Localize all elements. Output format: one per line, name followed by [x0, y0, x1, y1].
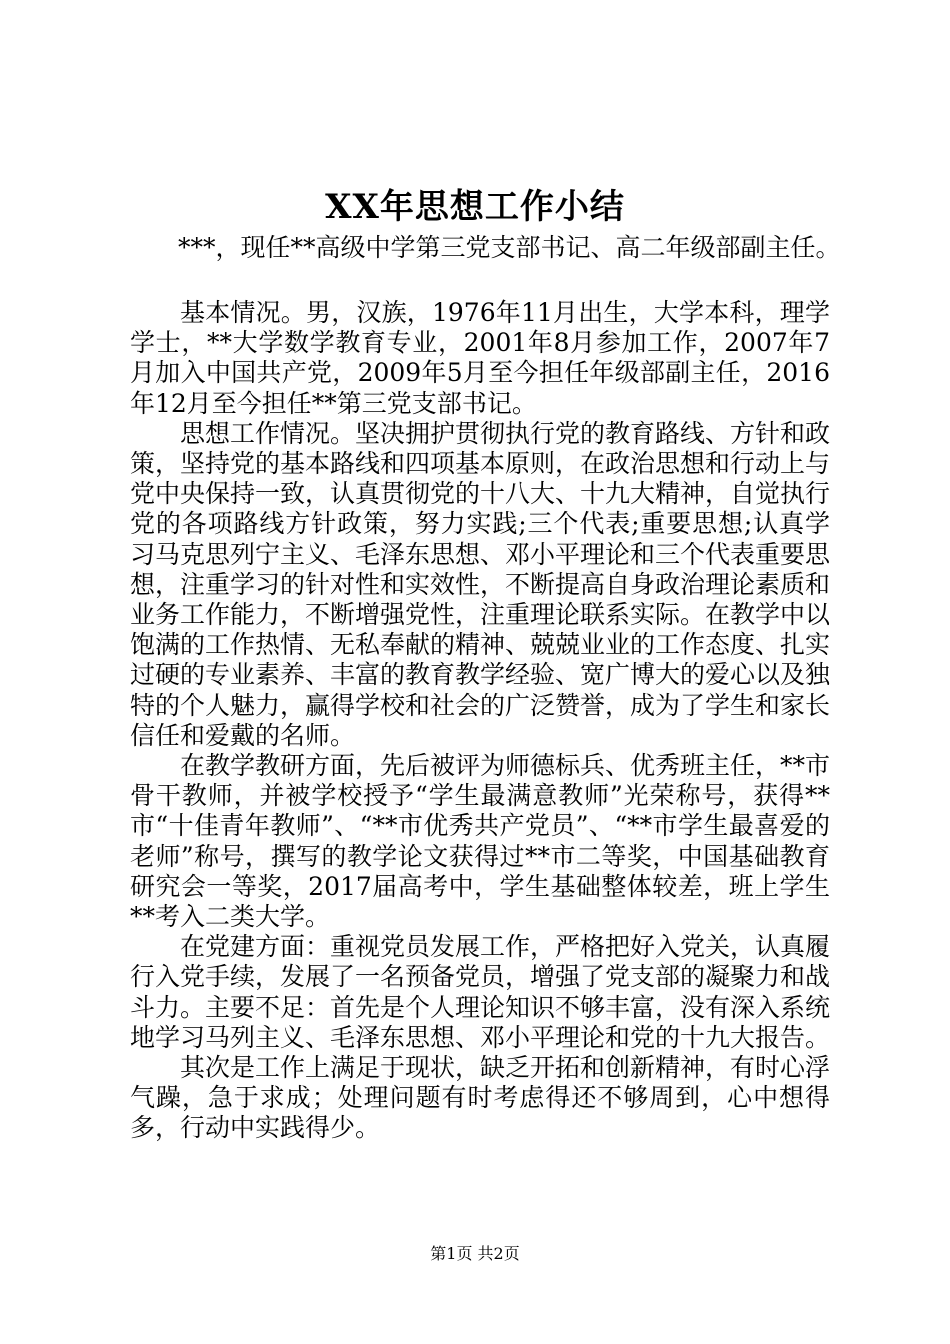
document-body: [130, 298, 830, 1144]
intro-line: ***，现任**高级中学第三党支部书记、高二年级部副主任。: [178, 233, 841, 262]
paragraph-teaching-research: 在教学教研方面，先后被评为师德标兵、优秀班主任，**市骨干教师，并被学校授予“学生最满意教师”光荣称号，获得**市“十佳青年教师”、“**市优秀共产党员”、“**市学生最喜爱的老师”称号，撰写的教学论文获得过**市二等奖，中国基础教育研究会一等奖，2017届高考中，学生基础整体较差，班上学生**考入二类大学。: [130, 751, 831, 932]
document-title: XX年思想工作小结: [325, 187, 625, 227]
paragraph-thought-work: 思想工作情况。坚决拥护贯彻执行党的教育路线、方针和政策，坚持党的基本路线和四项基本原则，在政治思想和行动上与党中央保持一致，认真贯彻党的十八大、十九大精神，自觉执行党的各项路线方针政策，努力实践;三个代表;重要思想;认真学习马克思列宁主义、毛泽东思想、邓小平理论和三个代表重要思想，注重学习的针对性和实效性，不断提高自身政治理论素质和业务工作能力，不断增强党性，注重理论联系实际。在教学中以饱满的工作热情、无私奉献的精神、兢兢业业的工作态度、扎实过硬的专业素养、丰富的教育教学经验、宽广博大的爱心以及独特的个人魅力，赢得学校和社会的广泛赞誉，成为了学生和家长信任和爱戴的名师。: [130, 418, 831, 750]
paragraph-basic-info: 基本情况。男，汉族，1976年11月出生，大学本科，理学学士，**大学数学教育专业，2001年8月参加工作，2007年7月加入中国共产党，2009年5月至今担任年级部副主任，2016年12月至今担任**第三党支部书记。: [130, 298, 830, 418]
page-number-footer: 第1页 共2页: [430, 1244, 520, 1263]
paragraph-shortcomings: 其次是工作上满足于现状，缺乏开拓和创新精神，有时心浮气躁，急于求成；处理问题有时考虑得还不够周到，心中想得多，行动中实践得少。: [130, 1053, 831, 1143]
paragraph-party-building: 在党建方面：重视党员发展工作，严格把好入党关，认真履行入党手续，发展了一名预备党员，增强了党支部的凝聚力和战斗力。主要不足：首先是个人理论知识不够丰富，没有深入系统地学习马列主义、毛泽东思想、邓小平理论和党的十九大报告。: [130, 932, 831, 1052]
